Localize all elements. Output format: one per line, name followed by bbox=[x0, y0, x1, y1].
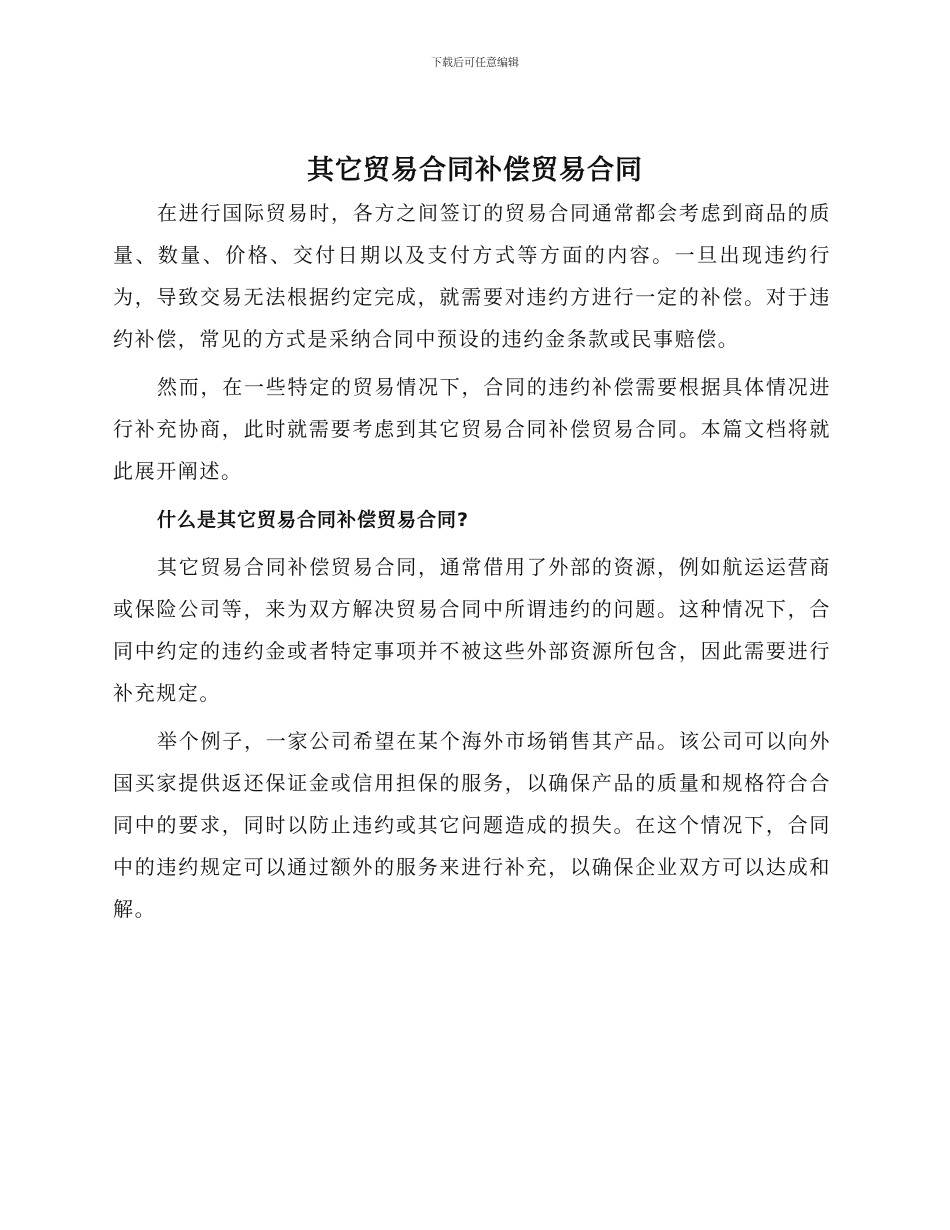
document-title: 其它贸易合同补偿贸易合同 bbox=[307, 155, 643, 186]
paragraph-context: 然而，在一些特定的贸易情况下，合同的违约补偿需要根据具体情况进行补充协商，此时就需要考虑到其它贸易合同补偿贸易合同。本篇文档将就此展开阐述。 bbox=[113, 375, 831, 483]
paragraph-intro: 在进行国际贸易时，各方之间签订的贸易合同通常都会考虑到商品的质量、数量、价格、交付日期以及支付方式等方面的内容。一旦出现违约行为，导致交易无法根据约定完成，就需要对违约方进行一定的补偿。对于违约补偿，常见的方式是采纳合同中预设的违约金条款或民事赔偿。 bbox=[113, 201, 831, 351]
paragraph-example: 举个例子，一家公司希望在某个海外市场销售其产品。该公司可以向外国买家提供返还保证金或信用担保的服务，以确保产品的质量和规格符合合同中的要求，同时以防止违约或其它问题造成的损失。在这个情况下，合同中的违约规定可以通过额外的服务来进行补充，以确保企业双方可以达成和解。 bbox=[113, 729, 831, 921]
section-heading: 什么是其它贸易合同补偿贸易合同? bbox=[157, 509, 470, 531]
paragraph-definition: 其它贸易合同补偿贸易合同，通常借用了外部的资源，例如航运运营商或保险公司等，来为双方解决贸易合同中所谓违约的问题。这种情况下，合同中约定的违约金或者特定事项并不被这些外部资源所包含，因此需要进行补充规定。 bbox=[113, 555, 831, 705]
header-note: 下载后可任意编辑 bbox=[431, 56, 519, 69]
document-body bbox=[113, 192, 831, 936]
